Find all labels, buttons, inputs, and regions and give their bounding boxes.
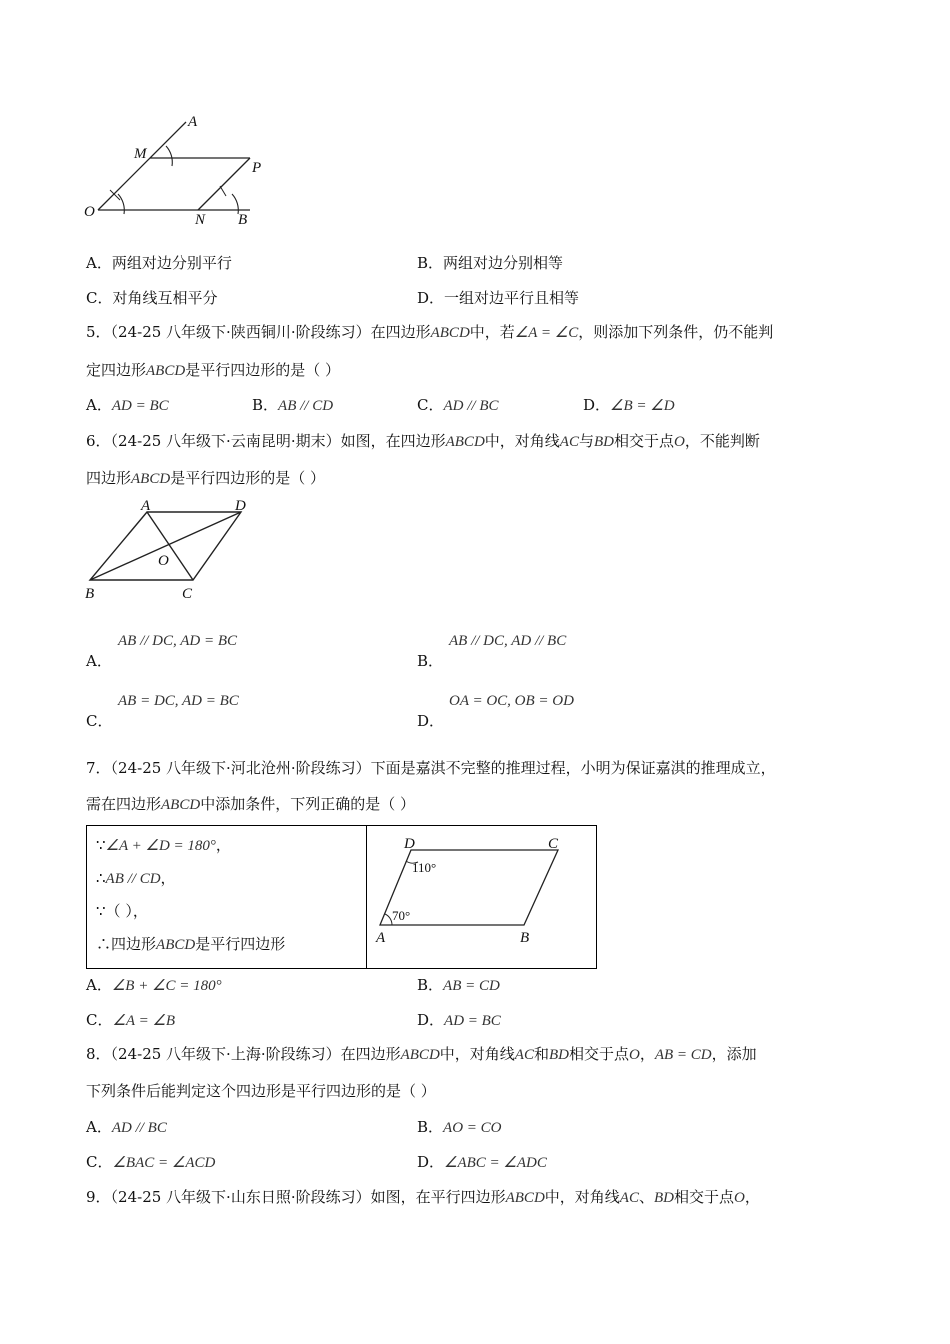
label-p: P: [252, 160, 262, 176]
q5-option-b[interactable]: B．AB // CD: [252, 396, 334, 414]
q4-option-b[interactable]: B．两组对边分别相等: [417, 254, 564, 272]
reasoning-step-2: ∴AB // CD，: [96, 869, 176, 887]
q6-stem-line1: 6．（24-25 八年级下·云南昆明·期末）如图，在四边形ABCD中，对角线AC与BD相交于点O，不能判断: [86, 432, 760, 450]
q6-stem-line2: 四边形ABCD是平行四边形的是（ ）: [86, 469, 325, 487]
reasoning-step-1: ∵∠A + ∠D = 180°，: [96, 836, 231, 854]
label-n: N: [195, 212, 206, 228]
q6-option-d[interactable]: D．: [417, 712, 445, 730]
q6-option-c[interactable]: C．: [86, 712, 113, 730]
figure-angle-construction: [80, 108, 280, 233]
q5-stem-line2: 定四边形ABCD是平行四边形的是（ ）: [86, 361, 340, 379]
label-d: D: [404, 836, 415, 852]
q4-option-d[interactable]: D．一组对边平行且相等: [417, 289, 580, 307]
q6-option-d-text: OA = OC, OB = OD: [449, 693, 574, 709]
reasoning-step-3: ∵（ ），: [96, 902, 148, 920]
label-b: B: [238, 212, 248, 228]
q5-option-a[interactable]: A．AD = BC: [86, 396, 169, 414]
label-o: O: [158, 553, 169, 569]
q6-option-b-text: AB // DC, AD // BC: [449, 633, 567, 649]
q7-option-a[interactable]: A．∠B + ∠C = 180°: [86, 976, 222, 994]
q4-option-a[interactable]: A．两组对边分别平行: [86, 254, 232, 272]
q4-option-c[interactable]: C．对角线互相平分: [86, 289, 218, 307]
reasoning-box-divider: [366, 825, 367, 969]
figure-quadrilateral-angles: [370, 828, 592, 948]
q5-stem-line1: 5．（24-25 八年级下·陕西铜川·阶段练习）在四边形ABCD中，若∠A = ∠C，则添加下列条件，仍不能判: [86, 323, 774, 341]
q8-option-b[interactable]: B．AO = CO: [417, 1118, 502, 1136]
q7-stem-line1: 7．（24-25 八年级下·河北沧州·阶段练习）下面是嘉淇不完整的推理过程，小明为保证嘉淇的推理成立，: [86, 759, 776, 777]
q6-option-a[interactable]: A．: [86, 652, 112, 670]
q8-option-c[interactable]: C．∠BAC = ∠ACD: [86, 1153, 216, 1171]
label-a: A: [376, 930, 386, 946]
label-c: C: [182, 586, 193, 602]
q7-option-b[interactable]: B．AB = CD: [417, 976, 500, 994]
label-a: A: [141, 498, 151, 514]
reasoning-step-4: ∴四边形ABCD是平行四边形: [96, 935, 286, 953]
q6-option-a-text: AB // DC, AD = BC: [118, 633, 238, 649]
q7-option-d[interactable]: D．AD = BC: [417, 1011, 501, 1029]
q7-stem-line2: 需在四边形ABCD中添加条件，下列正确的是（ ）: [86, 795, 415, 813]
label-b: B: [520, 930, 530, 946]
q8-stem-line1: 8．（24-25 八年级下·上海·阶段练习）在四边形ABCD中，对角线AC和BD相交于点O，AB = CD，添加: [86, 1045, 757, 1063]
angle-d-label: 110°: [412, 860, 437, 875]
q9-stem-line1: 9．（24-25 八年级下·山东日照·阶段练习）如图，在平行四边形ABCD中，对角线AC、BD相交于点O，: [86, 1188, 760, 1206]
label-m: M: [134, 146, 147, 162]
label-c: C: [548, 836, 559, 852]
q8-option-a[interactable]: A．AD // BC: [86, 1118, 167, 1136]
q5-option-d[interactable]: D．∠B = ∠D: [583, 396, 675, 414]
q8-stem-line2: 下列条件后能判定这个四边形是平行四边形的是（ ）: [86, 1082, 436, 1100]
q6-option-c-text: AB = DC, AD = BC: [118, 693, 239, 709]
q5-option-c[interactable]: C．AD // BC: [417, 396, 499, 414]
label-o: O: [84, 204, 95, 220]
figure-parallelogram-abcd: [80, 495, 270, 607]
q7-option-c[interactable]: C．∠A = ∠B: [86, 1011, 176, 1029]
q8-option-d[interactable]: D．∠ABC = ∠ADC: [417, 1153, 547, 1171]
label-a: A: [188, 114, 198, 130]
angle-a-label: 70°: [392, 908, 411, 923]
q6-option-b[interactable]: B．: [417, 652, 444, 670]
label-d: D: [235, 498, 246, 514]
label-b: B: [85, 586, 95, 602]
